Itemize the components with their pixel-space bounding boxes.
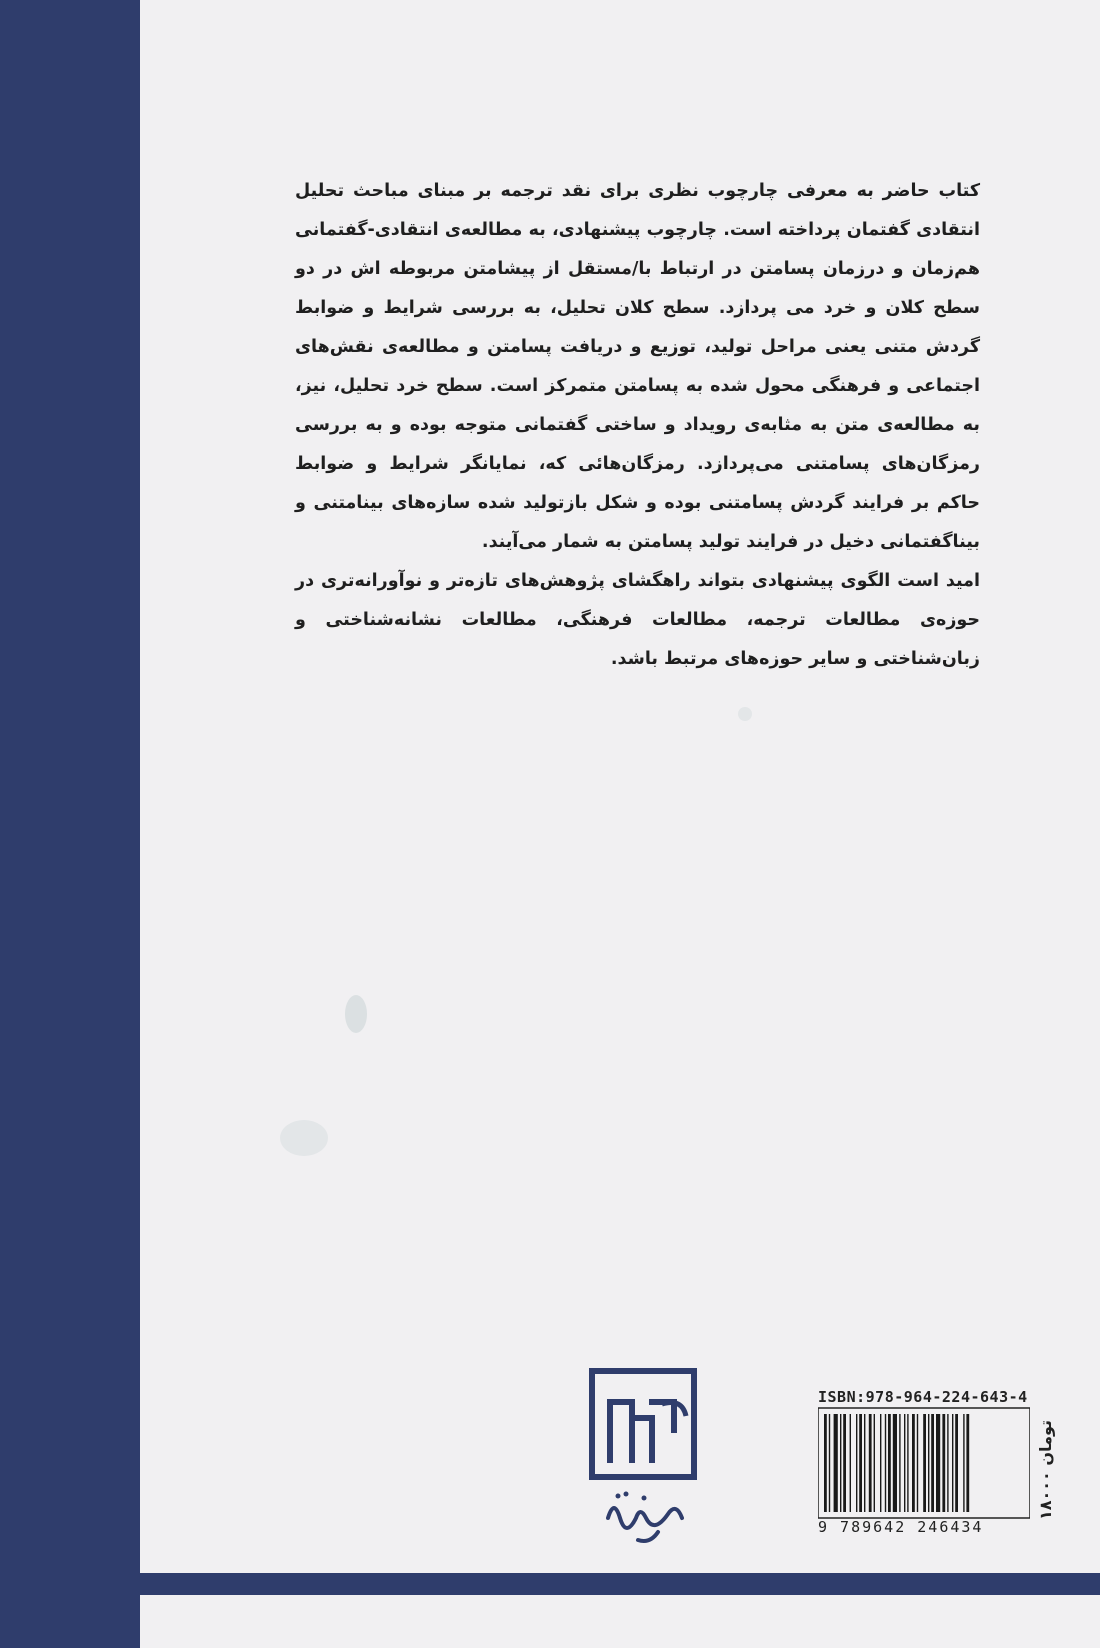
barcode-bar — [947, 1414, 948, 1512]
publisher-logo-icon — [588, 1368, 698, 1548]
barcode-bar — [963, 1414, 964, 1512]
paper-stain — [738, 707, 752, 721]
barcode-bar — [942, 1414, 945, 1512]
barcode-bar — [829, 1414, 830, 1512]
barcode-bar — [966, 1414, 969, 1512]
bottom-stripe — [0, 1573, 1100, 1595]
barcode-bar — [859, 1414, 862, 1512]
barcode-bar — [824, 1414, 827, 1512]
barcode-bar — [899, 1414, 900, 1512]
paper-stain — [345, 995, 367, 1033]
description-paragraph-1: کتاب حاضر به معرفی چارچوب نظری برای نقد ترجمه بر مبنای مباحث تحلیل انتقادی گفتمان پرداخته است. چارچوب پیشنهادی، به مطالعه‌ی انتقادی-گفتمانی هم‌زمان و درزمان پسامتن در ارتباط با/مستقل از پیشامتن مربوطه اش در دو سطح کلان و خرد می پردازد. سطح کلان تحلیل، به بررسی شرایط و ضوابط گردش متنی یعنی مراحل تولید، توزیع و دریافت پسامتن و مطالعه‌ی نقش‌های اجتماعی و فرهنگی محول شده به پسامتن متمرکز است. سطح خرد تحلیل، نیز، به مطالعه‌ی متن به مثابه‌ی رویداد و ساختی گفتمانی متوجه بوده و به بررسی رمزگان‌های پسامتنی می‌پردازد. رمزگان‌هائی که، نمایانگر شرایط و ضوابط حاکم بر فرایند گردش پسامتنی بوده و شکل بازتولید شده سازه‌های بینامتنی و بیناگفتمانی دخیل در فرایند تولید پسامتن به شمار می‌آیند. — [295, 181, 980, 552]
back-cover-description — [295, 172, 980, 679]
description-paragraph-2: امید است الگوی پیشنهادی بتواند راهگشای پژوهش‌های تازه‌تر و نوآورانه‌تری در حوزه‌ی مطالعات ترجمه، مطالعات فرهنگی، مطالعات نشانه‌شناختی و زبان‌شناختی و سایر حوزه‌های مرتبط باشد. — [295, 571, 980, 669]
barcode-bar — [912, 1414, 915, 1512]
barcode-bar — [880, 1414, 881, 1512]
barcode-bar — [850, 1414, 851, 1512]
barcode-bar — [955, 1414, 958, 1512]
barcode-bar — [931, 1414, 934, 1512]
isbn-label: ISBN:978-964-224-643-4 — [818, 1388, 1028, 1406]
barcode-bar — [885, 1414, 886, 1512]
barcode-bar — [904, 1414, 905, 1512]
barcode-bar — [840, 1414, 841, 1512]
barcode-bar — [923, 1414, 926, 1512]
barcode-bar — [874, 1414, 875, 1512]
barcode-bar — [928, 1414, 929, 1512]
barcode-bar — [864, 1414, 865, 1512]
price-label: ۱۸۰۰۰ تومان — [1036, 1419, 1055, 1520]
barcode-digits: 9 789642 246434 — [818, 1518, 984, 1536]
barcode-bar — [869, 1414, 872, 1512]
barcode-bar — [917, 1414, 918, 1512]
barcode-bar — [843, 1414, 846, 1512]
paper-stain — [280, 1120, 328, 1156]
barcode-bar — [907, 1414, 908, 1512]
bottom-corner-band — [0, 1595, 140, 1648]
barcode-bar — [936, 1414, 940, 1512]
barcode-bar — [952, 1414, 953, 1512]
barcode-bar — [888, 1414, 891, 1512]
cover-spine-band — [0, 0, 140, 1648]
barcode-bar — [893, 1414, 897, 1512]
barcode-bar — [856, 1414, 857, 1512]
barcode-bar — [834, 1414, 838, 1512]
